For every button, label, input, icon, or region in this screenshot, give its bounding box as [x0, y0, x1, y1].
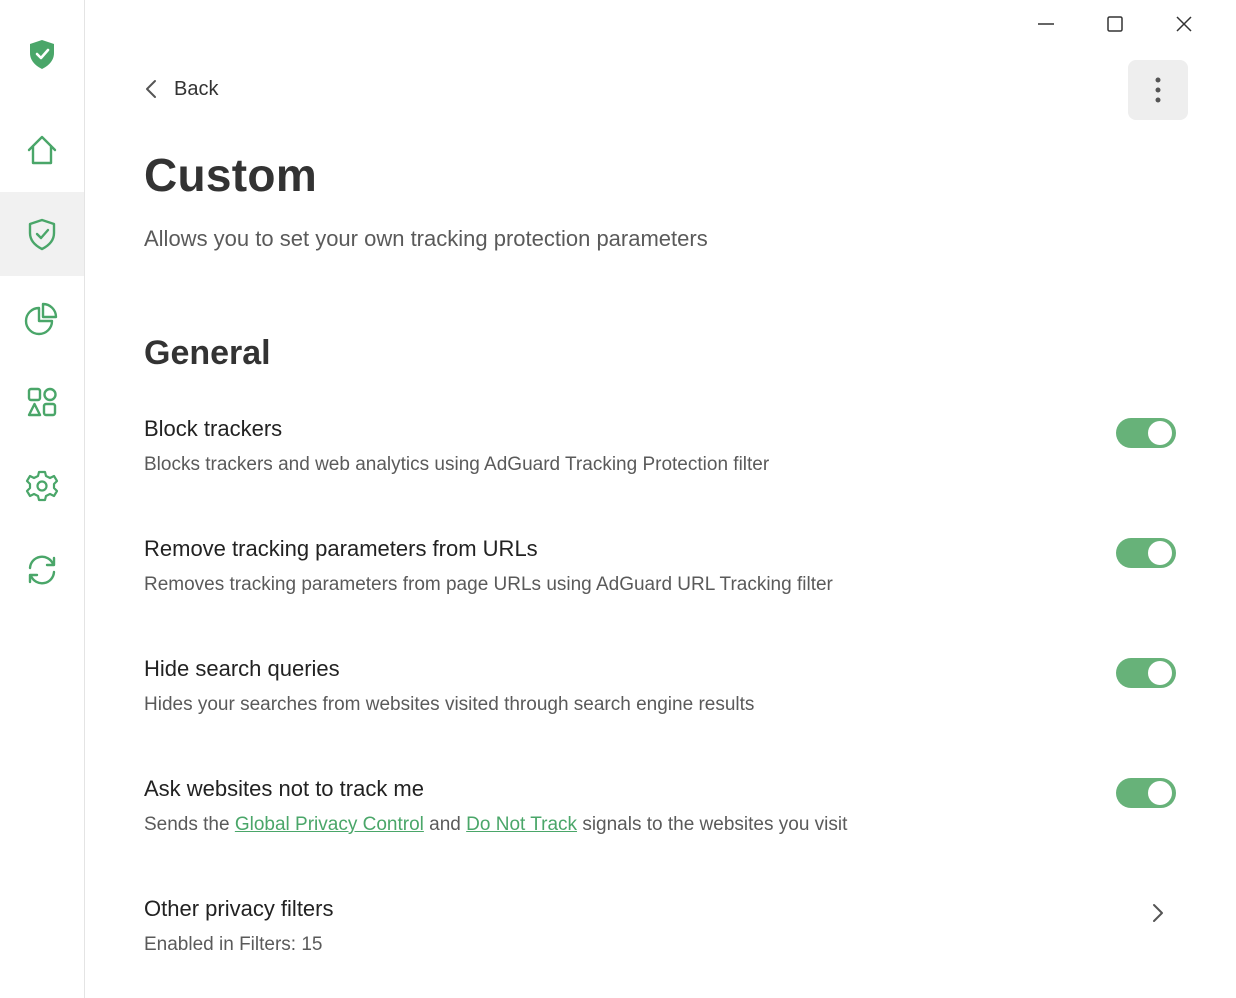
back-label: Back — [174, 77, 219, 100]
nav-apps[interactable] — [0, 360, 84, 444]
nav-protection[interactable] — [0, 192, 84, 276]
hide-search-queries-toggle[interactable] — [1116, 658, 1176, 688]
toggle-knob — [1148, 781, 1172, 805]
global-privacy-control-link[interactable]: Global Privacy Control — [234, 814, 424, 835]
description-prefix: Sends the — [144, 814, 230, 835]
home-icon — [24, 132, 60, 168]
description-mid: and — [429, 814, 461, 835]
back-button[interactable] — [140, 74, 218, 104]
app-logo — [0, 12, 84, 96]
page-title: Custom — [144, 149, 318, 201]
section-title-general: General — [144, 334, 271, 372]
description-suffix: signals to the websites you visit — [582, 814, 848, 835]
remove-tracking-params-toggle[interactable] — [1116, 538, 1176, 568]
setting-description: Enabled in Filters: 15 — [144, 934, 323, 955]
toggle-knob — [1148, 421, 1172, 445]
setting-description — [144, 814, 847, 836]
toggle-knob — [1148, 661, 1172, 685]
minimize-button[interactable] — [1011, 8, 1080, 40]
window-controls — [1011, 8, 1218, 40]
nav-sync[interactable] — [0, 528, 84, 612]
setting-title: Other privacy filters — [144, 896, 334, 921]
setting-do-not-track — [144, 776, 1184, 856]
sidebar — [0, 0, 85, 998]
do-not-track-toggle[interactable] — [1116, 778, 1176, 808]
setting-description: Hides your searches from websites visited through search engine results — [144, 694, 755, 715]
chevron-right-icon — [1148, 898, 1168, 928]
block-trackers-toggle[interactable] — [1116, 418, 1176, 448]
setting-description: Blocks trackers and web analytics using AdGuard Tracking Protection filter — [144, 454, 770, 475]
setting-title: Block trackers — [144, 416, 283, 441]
setting-title: Hide search queries — [144, 656, 340, 681]
setting-description: Removes tracking parameters from page URLs using AdGuard URL Tracking filter — [144, 574, 833, 595]
shield-check-filled-icon — [24, 36, 60, 72]
setting-remove-tracking-params — [144, 536, 1184, 616]
sync-icon — [24, 552, 60, 588]
nav-home[interactable] — [0, 108, 84, 192]
close-icon — [1175, 15, 1193, 33]
pie-chart-icon — [24, 300, 60, 336]
setting-title: Ask websites not to track me — [144, 776, 424, 801]
do-not-track-link[interactable]: Do Not Track — [466, 814, 578, 835]
setting-hide-search-queries — [144, 656, 1184, 736]
setting-title: Remove tracking parameters from URLs — [144, 536, 538, 561]
other-privacy-filters-row[interactable] — [144, 896, 1184, 976]
maximize-button[interactable] — [1080, 8, 1149, 40]
setting-block-trackers — [144, 416, 1184, 496]
shield-check-icon — [24, 216, 60, 252]
chevron-left-icon — [140, 74, 160, 104]
minimize-icon — [1037, 15, 1055, 33]
maximize-icon — [1106, 15, 1124, 33]
gear-icon — [24, 468, 60, 504]
close-button[interactable] — [1149, 8, 1218, 40]
toggle-knob — [1148, 541, 1172, 565]
shapes-icon — [24, 384, 60, 420]
more-vertical-icon — [1154, 76, 1162, 104]
nav-settings[interactable] — [0, 444, 84, 528]
page-description: Allows you to set your own tracking protection parameters — [144, 226, 708, 251]
more-options-button[interactable] — [1128, 60, 1188, 120]
nav-statistics[interactable] — [0, 276, 84, 360]
